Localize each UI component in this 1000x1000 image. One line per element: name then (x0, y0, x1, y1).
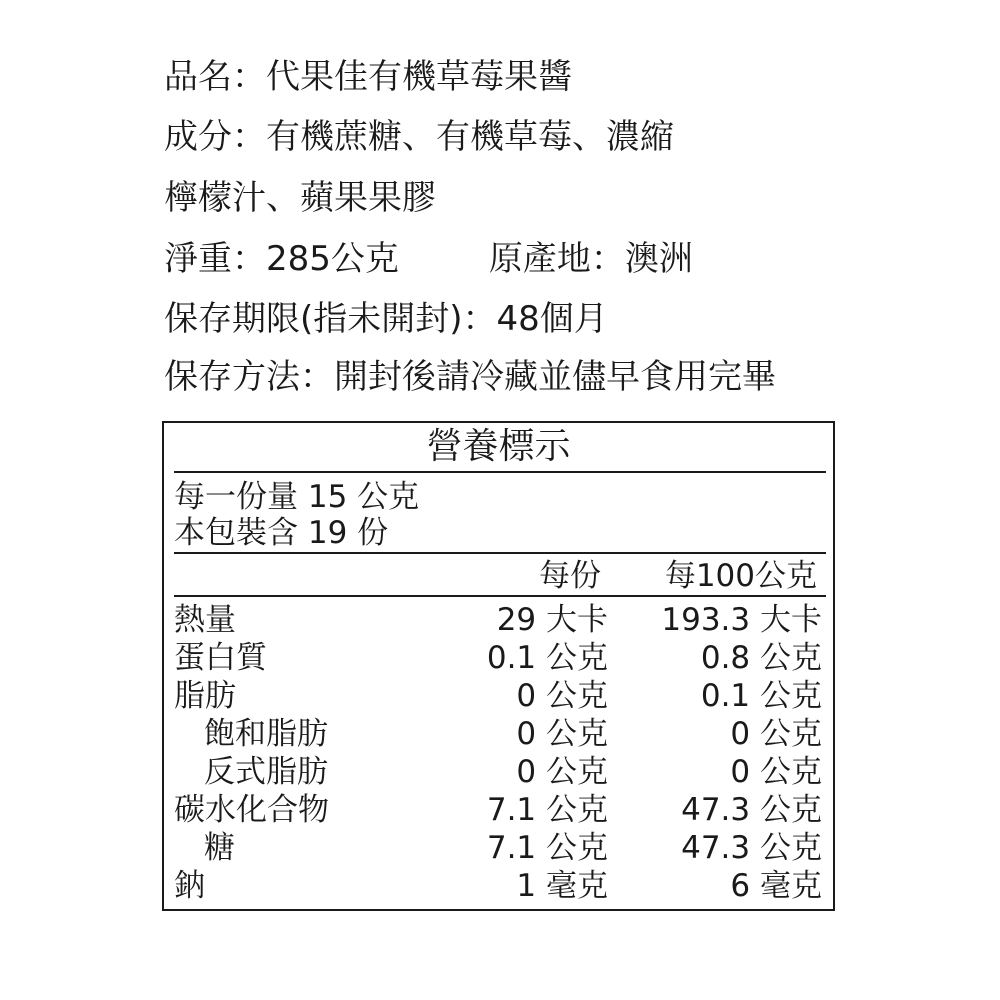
nutrient-name: 熱量 (174, 602, 236, 638)
nutrition-title: 營養標示 (426, 426, 571, 467)
nutrient-row-sugar (174, 829, 826, 867)
per-100g-value: 193.3 大卡 (661, 602, 822, 638)
per-serving-value: 29 大卡 (496, 602, 608, 638)
nutrient-name: 脂肪 (174, 678, 236, 714)
per-100g-value: 6 毫克 (730, 868, 822, 904)
storage-method: 保存方法：開封後請冷藏並儘早食用完畢 (164, 357, 776, 397)
per-serving-value: 0.1 公克 (486, 640, 608, 676)
nutrient-name: 碳水化合物 (174, 792, 329, 828)
divider-rule (174, 471, 826, 473)
shelf-life: 保存期限(指未開封)：48個月 (164, 299, 608, 339)
origin: 原產地：澳洲 (488, 239, 693, 279)
servings-per-package: 本包裝含 19 份 (174, 515, 389, 551)
nutrient-row-protein (174, 639, 826, 677)
per-serving-value: 0 公克 (516, 678, 608, 714)
nutrient-row-sodium (174, 867, 826, 905)
net-weight: 淨重：285公克 (164, 239, 399, 279)
divider-rule (174, 552, 826, 554)
nutrient-name: 鈉 (174, 868, 205, 904)
per-serving-value: 1 毫克 (516, 868, 608, 904)
nutrient-row-carbohydrate (174, 791, 826, 829)
per-serving-value: 7.1 公克 (486, 830, 608, 866)
nutrient-row-saturated-fat (174, 715, 826, 753)
nutrition-facts-panel (162, 421, 835, 911)
ingredients-line-1: 成分：有機蔗糖、有機草莓、濃縮 (164, 117, 674, 157)
per-serving-value: 0 公克 (516, 716, 608, 752)
nutrient-row-fat (174, 677, 826, 715)
nutrient-row-trans-fat (174, 753, 826, 791)
nutrient-name: 反式脂肪 (204, 754, 328, 790)
nutrient-name: 糖 (204, 830, 235, 866)
per-serving-value: 7.1 公克 (486, 792, 608, 828)
per-100g-value: 0 公克 (730, 754, 822, 790)
nutrient-row-energy (174, 601, 826, 639)
net-weight-origin-line (164, 239, 693, 279)
divider-rule (174, 595, 826, 597)
product-name: 品名：代果佳有機草莓果醬 (164, 57, 572, 97)
per-serving-value: 0 公克 (516, 754, 608, 790)
ingredients-line-2: 檸檬汁、蘋果果膠 (164, 178, 436, 218)
nutrient-name: 蛋白質 (174, 640, 267, 676)
per-100g-value: 0.1 公克 (700, 678, 822, 714)
per-100g-value: 47.3 公克 (681, 792, 822, 828)
serving-size: 每一份量 15 公克 (174, 479, 420, 515)
per-100g-value: 0 公克 (730, 716, 822, 752)
per-100g-value: 47.3 公克 (681, 830, 822, 866)
per-100g-value: 0.8 公克 (700, 640, 822, 676)
nutrient-name: 飽和脂肪 (204, 716, 328, 752)
column-header-per-100g: 每100公克 (664, 558, 817, 594)
column-header-per-serving: 每份 (539, 558, 601, 594)
